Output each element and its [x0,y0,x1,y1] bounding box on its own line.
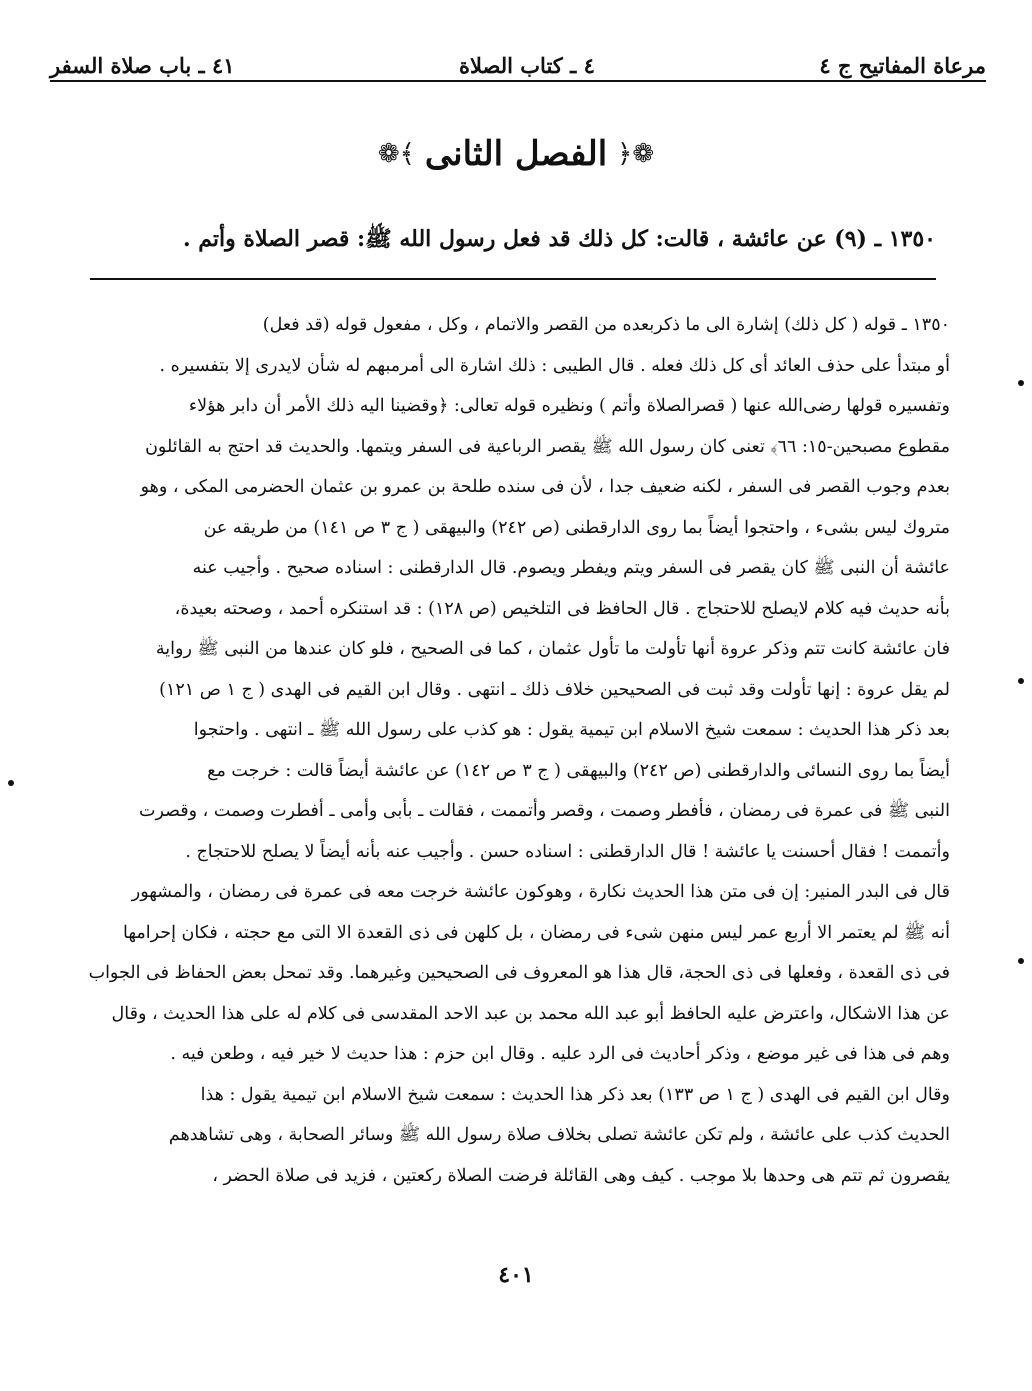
commentary-line: بعد ذكر هذا الحديث : سمعت شيخ الاسلام ابن تيمية يقول : هو كذب على رسول الله ﷺ ـ انتهى . واحتجوا [193,720,950,740]
margin-dot [1018,678,1024,684]
header-chapter: ٤ ـ كتاب الصلاة [459,53,595,78]
commentary-line: وهم فى هذا فى غير موضع ، وذكر أحاديث فى الرد عليه . وقال ابن حزم : هذا حديث لا خير فيه ، وطعن فيه . [170,1044,950,1064]
commentary-line: عائشة أن النبى ﷺ كان يقصر فى السفر ويتم ويفطر ويصوم. قال الدارقطنى : اسناده صحيح . وأجيب عنه [192,558,950,578]
commentary-line: الحديث كذب على عائشة ، ولم تكن عائشة تصلى بخلاف صلاة رسول الله ﷺ وسائر الصحابة ، وهى تشاهدهم [168,1125,950,1145]
header-divider [50,80,986,82]
ornament-right-icon: ❁﴿ [617,139,655,169]
margin-dot [1018,380,1024,386]
commentary-line: متروك ليس بشىء ، واحتجوا أيضاً بما روى الدارقطنى (ص ٢٤٢) والبيهقى ( ج ٣ ص ١٤١) من طريقه عن [203,517,950,538]
section-title: الفصل الثانى [424,134,608,174]
commentary-line: فى ذى القعدة ، وفعلها فى ذى الحجة، قال هذا هو المعروف فى الصحيحين وغيرهما. وقد تمحل بعض الحفاظ فى الجواب [88,963,950,983]
header-book-title: مرعاة المفاتيح ج ٤ [819,53,986,78]
hadith-text: ١٣٥٠ ـ (٩) عن عائشة ، قالت: كل ذلك قد فعل رسول الله ﷺ: قصر الصلاة وأتم . [182,226,936,252]
commentary-line: وقال ابن القيم فى الهدى ( ج ١ ص ١٣٣) بعد ذكر هذا الحديث : سمعت شيخ الاسلام ابن تيمية يقول : هذا [200,1084,950,1105]
section-heading [0,128,1032,180]
commentary-line: أنه ﷺ لم يعتمر الا أربع عمر ليس منهن شىء فى رمضان ، بل كلهن فى ذى القعدة الا التى مع حجته ، فكان إحرامها [122,922,950,943]
commentary-line: لم يقل عروة : إنها تأولت وقد ثبت فى الصحيحين خلاف ذلك ـ انتهى . وقال ابن القيم فى الهدى ( ج ١ ص ١٢١) [159,679,950,700]
margin-dot [8,780,14,786]
commentary-line: يقصرون ثم تتم هى وحدها بلا موجب . كيف وهى القائلة فرضت الصلاة ركعتين ، فزيد فى صلاة الحضر ، [212,1165,950,1186]
commentary-line: بأنه حديث فيه كلام لايصلح للاحتجاج . قال الحافظ فى التلخيص (ص ١٢٨) : قد استنكره أحمد ، وصحته بعيدة، [174,598,950,619]
commentary-line: ١٣٥٠ ـ قوله ( كل ذلك) إشارة الى ما ذكربعده من القصر والاتمام ، وكل ، مفعول قوله (قد فعل) [262,315,950,335]
commentary-line: وأتممت ! فقال أحسنت يا عائشة ! قال الدارقطنى : اسناده حسن . وأجيب عنه بأنه أيضاً لا يصلح للاحتجاج . [185,841,950,862]
commentary-line: أو مبتدأ على حذف العائد أى كل ذلك فعله . قال الطيبى : ذلك اشارة الى أمرمبهم له شأن لايدرى إلا بتفسيره . [159,355,950,376]
ornament-left-icon: ﴾❁ [377,139,415,169]
commentary-line: فان عائشة كانت تتم وذكر عروة أنها تأولت ما تأول عثمان ، كما فى الصحيح ، فلو كان عندها من النبى ﷺ رواية [155,639,950,659]
running-header [50,38,986,78]
commentary-line: مقطوع مصبحين-١٥: ٦٦﴾ تعنى كان رسول الله ﷺ يقصر الرباعية فى السفر ويتمها. والحديث قد احتج به القائلون [145,436,950,457]
header-section: ٤١ ـ باب صلاة السفر [50,53,235,78]
margin-dot [1018,958,1024,964]
commentary-block [76,305,950,1196]
commentary-line: بعدم وجوب القصر فى السفر ، لكنه ضعيف جدا ، لأن فى سنده طلحة بن عمرو بن عثمان الحضرمى المكى ، وهو [140,477,950,497]
commentary-line: قال فى البدر المنير: إن فى متن هذا الحديث نكارة ، وهوكون عائشة خرجت معه فى عمرة فى رمضان ، والمشهور [131,882,950,902]
page-number: ٤٠١ [498,1262,534,1288]
commentary-line: أيضاً بما روى النسائى والدارقطنى (ص ٢٤٢) والبيهقى ( ج ٣ ص ١٤٢) عن عائشة أيضاً قالت : خرجت مع [207,760,950,781]
commentary-line: النبى ﷺ فى عمرة فى رمضان ، فأفطر وصمت ، وقصر وأتممت ، فقالت ـ بأبى وأمى ـ أفطرت وصمت ، وقصرت [139,801,950,821]
commentary-line: عن هذا الاشكال، واعترض عليه الحافظ أبو عبد الله محمد بن عبد الاحد المقدسى فى كلام له على هذا الحديث ، وقال [111,1003,950,1024]
body-divider [90,278,936,280]
commentary-line: وتفسيره قولها رضى‌الله عنها ( قصرالصلاة وأتم ) ونظيره قوله تعالى: ﴿وقضينا اليه ذلك الأمر أن دابر هؤلاء [188,396,950,416]
